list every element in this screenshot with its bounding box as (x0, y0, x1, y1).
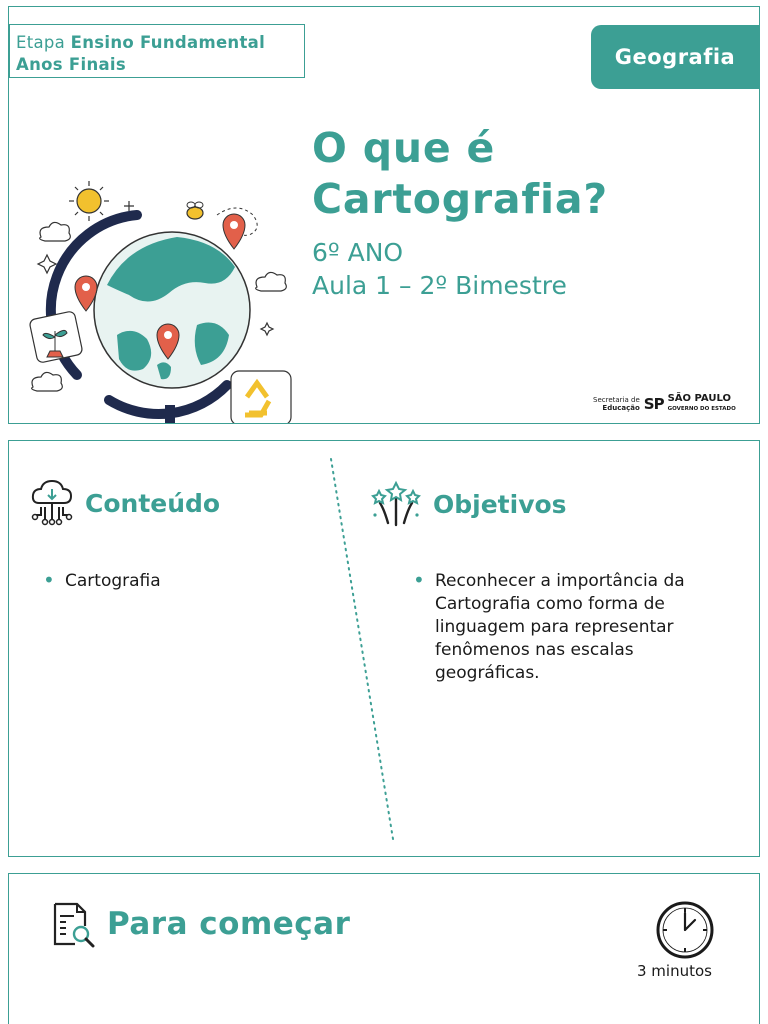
title-line1: O que é (312, 124, 496, 172)
stage-label: Etapa (16, 33, 66, 52)
state-name-sub: GOVERNO DO ESTADO (667, 406, 736, 412)
secretaria-line1: Secretaria de (593, 396, 640, 404)
start-slide (8, 873, 760, 1024)
document-search-icon (49, 900, 97, 948)
fireworks-icon (371, 479, 421, 529)
start-heading: Para começar (107, 906, 351, 942)
sp-mark: SP (643, 395, 664, 413)
objectives-header (371, 479, 567, 529)
stage-value-line1: Ensino Fundamental (70, 33, 266, 52)
lesson-label: Aula 1 – 2º Bimestre (312, 271, 567, 300)
content-heading: Conteúdo (85, 488, 221, 518)
title-line2: Cartografia? (312, 175, 608, 223)
globe-with-map-pins-icon (17, 175, 297, 424)
list-item: • Cartografia (43, 570, 323, 593)
list-item: • Reconhecer a importância da Cartografia como forma de linguagem para representar fenômenos nas escalas geográficas. (413, 570, 713, 685)
cover-slide (8, 6, 760, 424)
clock-icon (655, 900, 715, 960)
state-name-main: SÃO PAULO (667, 393, 731, 404)
duration-label: 3 minutos (637, 962, 712, 980)
cloud-network-icon (31, 479, 73, 527)
content-objectives-slide (8, 440, 760, 857)
grade-label: 6º ANO (312, 238, 404, 267)
state-name (668, 393, 736, 415)
objectives-list (413, 570, 713, 685)
start-header (49, 900, 350, 948)
page-title (312, 123, 608, 225)
subject-badge: Geografia (591, 25, 759, 89)
stage-value-line2: Anos Finais (16, 55, 127, 74)
secretaria-text (593, 396, 640, 412)
government-logo (593, 393, 736, 415)
objectives-heading: Objetivos (433, 489, 567, 519)
secretaria-line2: Educação (602, 404, 640, 412)
content-header (31, 479, 220, 527)
content-list (43, 570, 323, 593)
stage-box (9, 24, 305, 78)
subtitle (312, 236, 567, 302)
